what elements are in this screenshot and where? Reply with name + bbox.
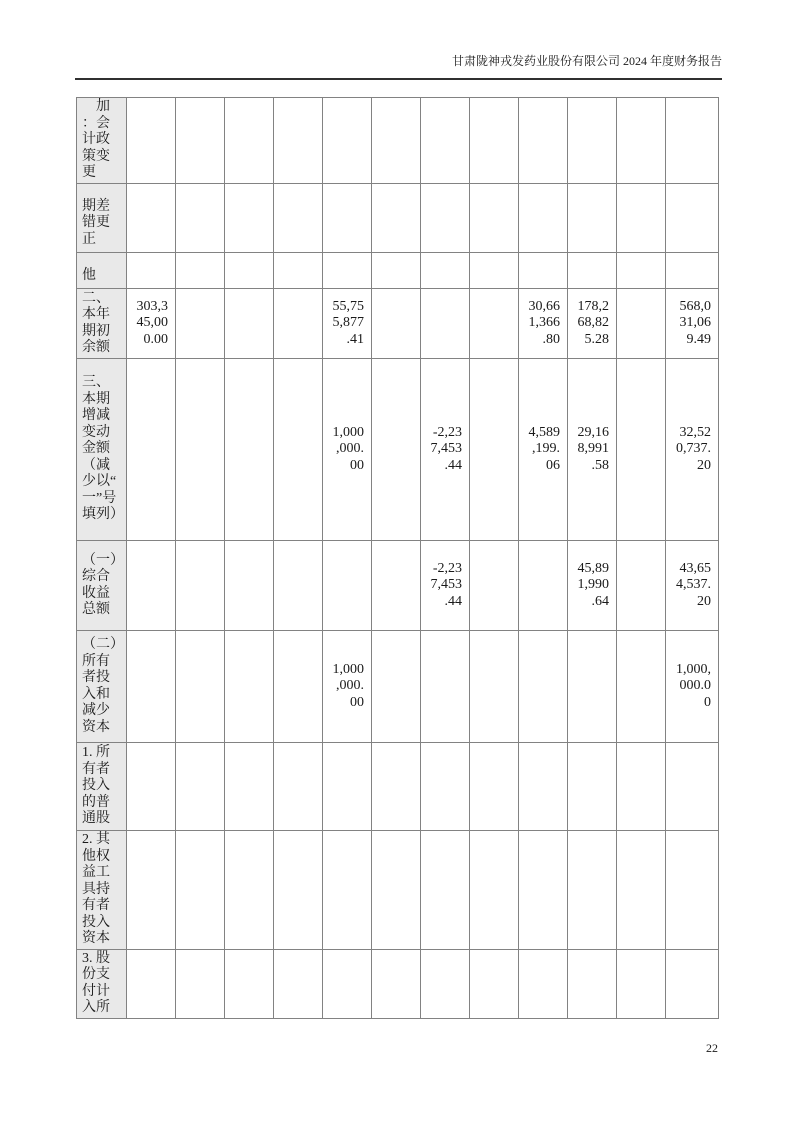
value-cell (372, 184, 421, 253)
value-cell (421, 743, 470, 831)
value-cell (225, 98, 274, 184)
value-cell (666, 949, 719, 1018)
report-title: 甘肃陇神戎发药业股份有限公司 2024 年度财务报告 (451, 54, 722, 68)
value-cell (372, 831, 421, 950)
value-cell (666, 253, 719, 289)
value-cell (372, 949, 421, 1018)
value-cell (274, 98, 323, 184)
value-cell (617, 831, 666, 950)
value-cell (225, 631, 274, 743)
value-cell (421, 289, 470, 359)
table-row (77, 253, 719, 289)
value-cell (617, 743, 666, 831)
value-cell (568, 184, 617, 253)
value-cell (568, 631, 617, 743)
value-cell (225, 541, 274, 631)
value-cell: 568,031,069.49 (666, 289, 719, 359)
table-row (77, 289, 719, 359)
value-cell (617, 184, 666, 253)
value-cell (617, 541, 666, 631)
value-cell (519, 184, 568, 253)
value-cell: 55,755,877.41 (323, 289, 372, 359)
value-cell (225, 253, 274, 289)
report-header (75, 54, 722, 80)
value-cell (568, 831, 617, 950)
value-cell (470, 631, 519, 743)
value-cell: 32,520,737.20 (666, 359, 719, 541)
value-cell (225, 831, 274, 950)
value-cell (519, 831, 568, 950)
table-row (77, 631, 719, 743)
value-cell (274, 253, 323, 289)
value-cell: 29,168,991.58 (568, 359, 617, 541)
value-cell (372, 289, 421, 359)
value-cell (666, 184, 719, 253)
value-cell (176, 949, 225, 1018)
table-row (77, 541, 719, 631)
row-label-cell: 期差错更正 (77, 184, 127, 253)
row-label-cell: （二）所有者投入和减少资本 (77, 631, 127, 743)
value-cell: -2,237,453.44 (421, 359, 470, 541)
value-cell (225, 289, 274, 359)
row-label-cell: 二、本年期初余额 (77, 289, 127, 359)
value-cell (225, 949, 274, 1018)
row-label-cell: （一）综合收益总额 (77, 541, 127, 631)
value-cell (274, 949, 323, 1018)
value-cell (568, 98, 617, 184)
value-cell (274, 359, 323, 541)
value-cell (372, 541, 421, 631)
value-cell (421, 184, 470, 253)
value-cell (372, 359, 421, 541)
table-row (77, 184, 719, 253)
value-cell (421, 949, 470, 1018)
value-cell (470, 949, 519, 1018)
row-label-cell: 三、本期增减变动金额（减少以“一”号填列） (77, 359, 127, 541)
value-cell (176, 359, 225, 541)
row-label-cell: 1. 所有者投入的普通股 (77, 743, 127, 831)
value-cell (323, 253, 372, 289)
row-label-cell: 3. 股份支付计入所 (77, 949, 127, 1018)
value-cell (470, 98, 519, 184)
value-cell (274, 184, 323, 253)
value-cell (274, 831, 323, 950)
value-cell (470, 289, 519, 359)
value-cell (323, 831, 372, 950)
value-cell (421, 98, 470, 184)
page-number: 22 (706, 1041, 718, 1055)
value-cell (274, 541, 323, 631)
value-cell (666, 743, 719, 831)
value-cell (225, 743, 274, 831)
value-cell (176, 631, 225, 743)
value-cell (372, 743, 421, 831)
value-cell (470, 743, 519, 831)
value-cell: 30,661,366.80 (519, 289, 568, 359)
value-cell (372, 631, 421, 743)
value-cell (225, 184, 274, 253)
value-cell: 178,268,825.28 (568, 289, 617, 359)
row-label-cell: 他 (77, 253, 127, 289)
value-cell (323, 184, 372, 253)
value-cell (127, 184, 176, 253)
value-cell (519, 541, 568, 631)
equity-change-table (76, 97, 719, 1019)
value-cell (568, 949, 617, 1018)
value-cell (519, 949, 568, 1018)
value-cell (617, 253, 666, 289)
value-cell (176, 253, 225, 289)
table-row (77, 831, 719, 950)
value-cell (127, 359, 176, 541)
value-cell (274, 289, 323, 359)
value-cell (470, 184, 519, 253)
value-cell (470, 831, 519, 950)
value-cell: 45,891,990.64 (568, 541, 617, 631)
value-cell (421, 831, 470, 950)
value-cell (617, 949, 666, 1018)
value-cell (372, 98, 421, 184)
value-cell (274, 743, 323, 831)
value-cell (176, 541, 225, 631)
value-cell (225, 359, 274, 541)
value-cell (127, 743, 176, 831)
value-cell (176, 831, 225, 950)
value-cell (323, 541, 372, 631)
value-cell: 4,589,199.06 (519, 359, 568, 541)
table-row (77, 98, 719, 184)
value-cell (176, 98, 225, 184)
value-cell (127, 541, 176, 631)
value-cell (372, 253, 421, 289)
value-cell (176, 743, 225, 831)
value-cell (666, 98, 719, 184)
value-cell (519, 743, 568, 831)
value-cell (617, 359, 666, 541)
value-cell (568, 743, 617, 831)
value-cell (617, 98, 666, 184)
value-cell (323, 949, 372, 1018)
value-cell (323, 98, 372, 184)
value-cell (176, 184, 225, 253)
value-cell: 43,654,537.20 (666, 541, 719, 631)
row-label-cell: 加：会计政策变更 (77, 98, 127, 184)
row-label-cell: 2. 其他权益工具持有者投入资本 (77, 831, 127, 950)
value-cell (127, 831, 176, 950)
value-cell (470, 541, 519, 631)
value-cell (519, 98, 568, 184)
value-cell: 1,000,000.00 (323, 359, 372, 541)
value-cell (127, 253, 176, 289)
value-cell (617, 631, 666, 743)
value-cell (127, 631, 176, 743)
value-cell (470, 253, 519, 289)
table-row (77, 743, 719, 831)
equity-table-body (77, 98, 719, 1019)
value-cell: 1,000,000.00 (323, 631, 372, 743)
value-cell: 1,000,000.00 (666, 631, 719, 743)
value-cell (323, 743, 372, 831)
value-cell (519, 253, 568, 289)
value-cell (568, 253, 617, 289)
value-cell: -2,237,453.44 (421, 541, 470, 631)
value-cell (176, 289, 225, 359)
value-cell (470, 359, 519, 541)
value-cell (127, 98, 176, 184)
table-row (77, 359, 719, 541)
value-cell (617, 289, 666, 359)
value-cell: 303,345,000.00 (127, 289, 176, 359)
value-cell (127, 949, 176, 1018)
value-cell (421, 631, 470, 743)
value-cell (274, 631, 323, 743)
table-row (77, 949, 719, 1018)
value-cell (519, 631, 568, 743)
value-cell (666, 831, 719, 950)
value-cell (421, 253, 470, 289)
